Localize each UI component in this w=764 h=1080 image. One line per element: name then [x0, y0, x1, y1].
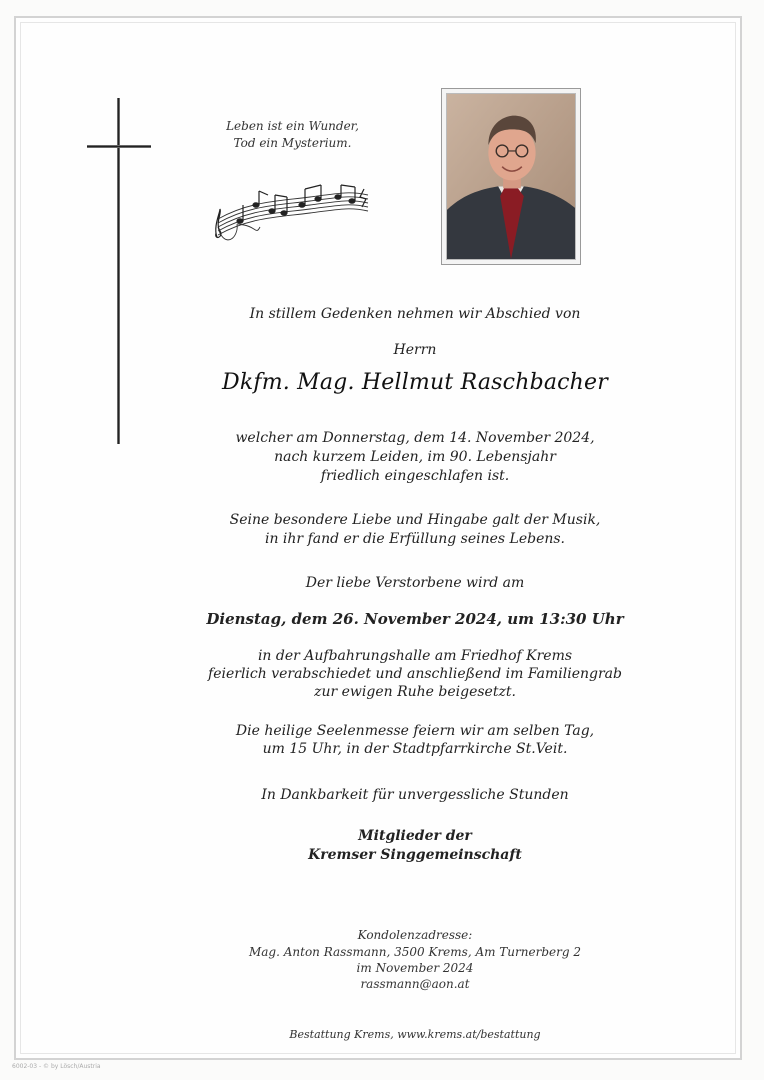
condolence-address: Mag. Anton Rassmann, 3500 Krems, Am Turnerberg 2 [248, 945, 581, 959]
gratitude-line: In Dankbarkeit für unvergessliche Stunden [261, 787, 569, 803]
portrait-photo-frame [441, 88, 581, 265]
ceremony-line-3: zur ewigen Ruhe beigesetzt. [314, 684, 516, 700]
footer-funeral-home: Bestattung Krems, www.krems.at/bestattung [289, 1028, 541, 1041]
signatory-line-1: Mitglieder der [358, 828, 472, 844]
salutation: Herrn [393, 342, 437, 358]
ceremony-line-1: in der Aufbahrungshalle am Friedhof Krems [257, 648, 573, 664]
announcement-line: Der liebe Verstorbene wird am [305, 575, 525, 591]
funeral-date: Dienstag, dem 26. November 2024, um 13:30 Uhr [206, 610, 624, 628]
motto [210, 118, 375, 152]
music-line-1: Seine besondere Liebe und Hingabe galt der Musik, [229, 512, 601, 528]
deceased-name: Dkfm. Mag. Hellmut Raschbacher [221, 370, 608, 395]
music-line-2: in ihr fand er die Erfüllung seines Lebens. [264, 531, 565, 547]
condolence-email: rassmann@aon.at [360, 977, 470, 991]
death-line-1: welcher am Donnerstag, dem 14. November 2024, [235, 430, 595, 446]
print-code: 6002-03 - © by Lösch/Austria [12, 1063, 101, 1070]
death-line-3: friedlich eingeschlafen ist. [320, 468, 510, 484]
condolence-label: Kondolenzadresse: [357, 928, 473, 942]
portrait-photo [446, 93, 576, 260]
signatory-line-2: Kremser Singgemeinschaft [308, 847, 522, 863]
death-line-2: nach kurzem Leiden, im 90. Lebensjahr [274, 449, 556, 465]
cross-vertical-bar [117, 98, 120, 444]
motto-line-2: Tod ein Mysterium. [233, 136, 352, 150]
intro-line: In stillem Gedenken nehmen wir Abschied von [249, 306, 581, 322]
condolence-date: im November 2024 [356, 961, 474, 975]
mass-line-2: um 15 Uhr, in der Stadtpfarrkirche St.Veit. [262, 741, 568, 757]
cross-horizontal-bar [87, 145, 151, 148]
ceremony-line-2: feierlich verabschiedet und anschließend im Familiengrab [208, 666, 622, 682]
motto-line-1: Leben ist ein Wunder, [226, 119, 359, 133]
music-notes-icon [210, 183, 370, 245]
mass-line-1: Die heilige Seelenmesse feiern wir am selben Tag, [235, 723, 595, 739]
